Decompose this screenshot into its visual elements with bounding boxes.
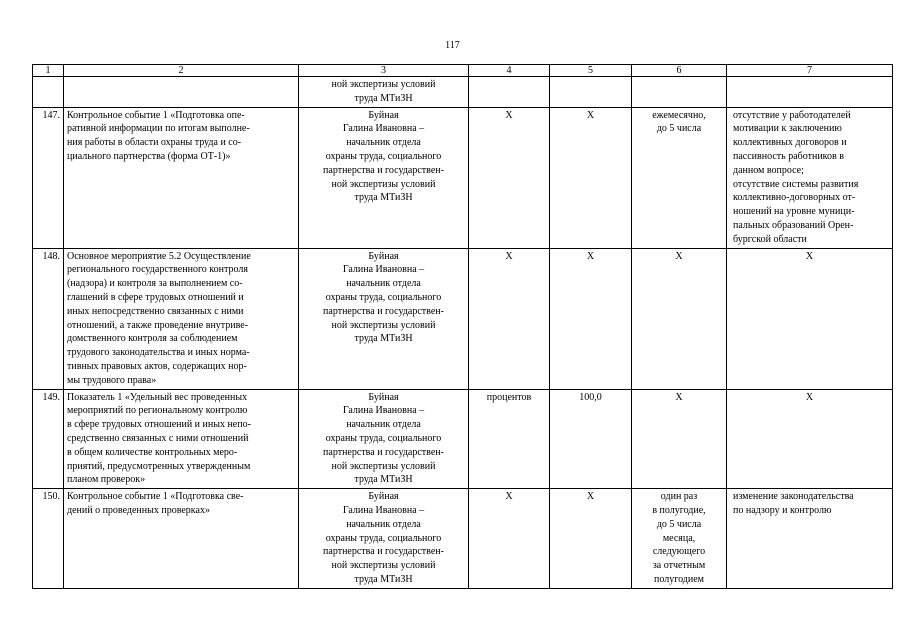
responsible-cell: Буйная Галина Ивановна – начальник отдела охраны труда, социального партнерства и государствен- ной экспертизы условий труда МТиЗН [299, 489, 469, 589]
column-numbers-row [33, 65, 893, 77]
empty-cell [469, 77, 550, 108]
plan-table [32, 64, 893, 589]
risk-cell: отсутствие у работодателей мотивации к заключению коллективных договоров и пассивность работников в данном вопросе; отсутствие системы развития коллективно-договорных от- ношений на уровне муници- пальных образований Орен- бургской области [727, 107, 893, 248]
risk-cell: Х [727, 248, 893, 389]
responsible-cell: ной экспертизы условий труда МТиЗН [299, 77, 469, 108]
table-row [33, 248, 893, 389]
table-row [33, 389, 893, 489]
responsible-cell: Буйная Галина Ивановна – начальник отдела охраны труда, социального партнерства и государствен- ной экспертизы условий труда МТиЗН [299, 389, 469, 489]
deadline-cell: Х [632, 248, 727, 389]
event-cell: Контрольное событие 1 «Подготовка све- дений о проведенных проверках» [64, 489, 299, 589]
unit-cell: процентов [469, 389, 550, 489]
table-row [33, 489, 893, 589]
responsible-cell: Буйная Галина Ивановна – начальник отдела охраны труда, социального партнерства и государствен- ной экспертизы условий труда МТиЗН [299, 107, 469, 248]
deadline-cell: ежемесячно, до 5 числа [632, 107, 727, 248]
unit-cell: Х [469, 248, 550, 389]
row-number: 149. [33, 389, 64, 489]
column-number: 5 [550, 65, 632, 77]
unit-cell: Х [469, 107, 550, 248]
deadline-cell: один раз в полугодие, до 5 числа месяца, следующего за отчетным полугодием [632, 489, 727, 589]
event-cell: Показатель 1 «Удельный вес проведенных мероприятий по региональному контролю в сфере трудовых отношений и иных непо- средственно связанных с ними отношений в общем количестве контрольных меро- приятий, предусмотренных утвержденным планом проверок» [64, 389, 299, 489]
empty-cell [550, 77, 632, 108]
empty-cell [727, 77, 893, 108]
column-number: 6 [632, 65, 727, 77]
column-number: 1 [33, 65, 64, 77]
row-number: 147. [33, 107, 64, 248]
risk-cell: изменение законодательства по надзору и контролю [727, 489, 893, 589]
empty-cell [64, 77, 299, 108]
responsible-cell: Буйная Галина Ивановна – начальник отдела охраны труда, социального партнерства и государствен- ной экспертизы условий труда МТиЗН [299, 248, 469, 389]
row-number: 150. [33, 489, 64, 589]
page-number: 117 [445, 40, 460, 51]
empty-cell [33, 77, 64, 108]
column-number: 4 [469, 65, 550, 77]
value-cell: Х [550, 107, 632, 248]
value-cell: Х [550, 489, 632, 589]
continuation-row [33, 77, 893, 108]
empty-cell [632, 77, 727, 108]
column-number: 3 [299, 65, 469, 77]
deadline-cell: Х [632, 389, 727, 489]
event-cell: Контрольное событие 1 «Подготовка опе- ративной информации по итогам выполне- ния работы в области охраны труда и со- циального партнерства (форма ОТ-1)» [64, 107, 299, 248]
unit-cell: Х [469, 489, 550, 589]
table-row [33, 107, 893, 248]
value-cell: Х [550, 248, 632, 389]
column-number: 2 [64, 65, 299, 77]
row-number: 148. [33, 248, 64, 389]
column-number: 7 [727, 65, 893, 77]
risk-cell: Х [727, 389, 893, 489]
event-cell: Основное мероприятие 5.2 Осуществление регионального государственного контроля (надзора) и контроля за выполнением со- глашений в сфере трудовых отношений и иных непосредственно связанных с ними отношений, а также проведение внутриве- домственного контроля за соблюдением трудового законодательства и иных норма- тивных правовых актов, содержащих нор- мы трудового права» [64, 248, 299, 389]
value-cell: 100,0 [550, 389, 632, 489]
